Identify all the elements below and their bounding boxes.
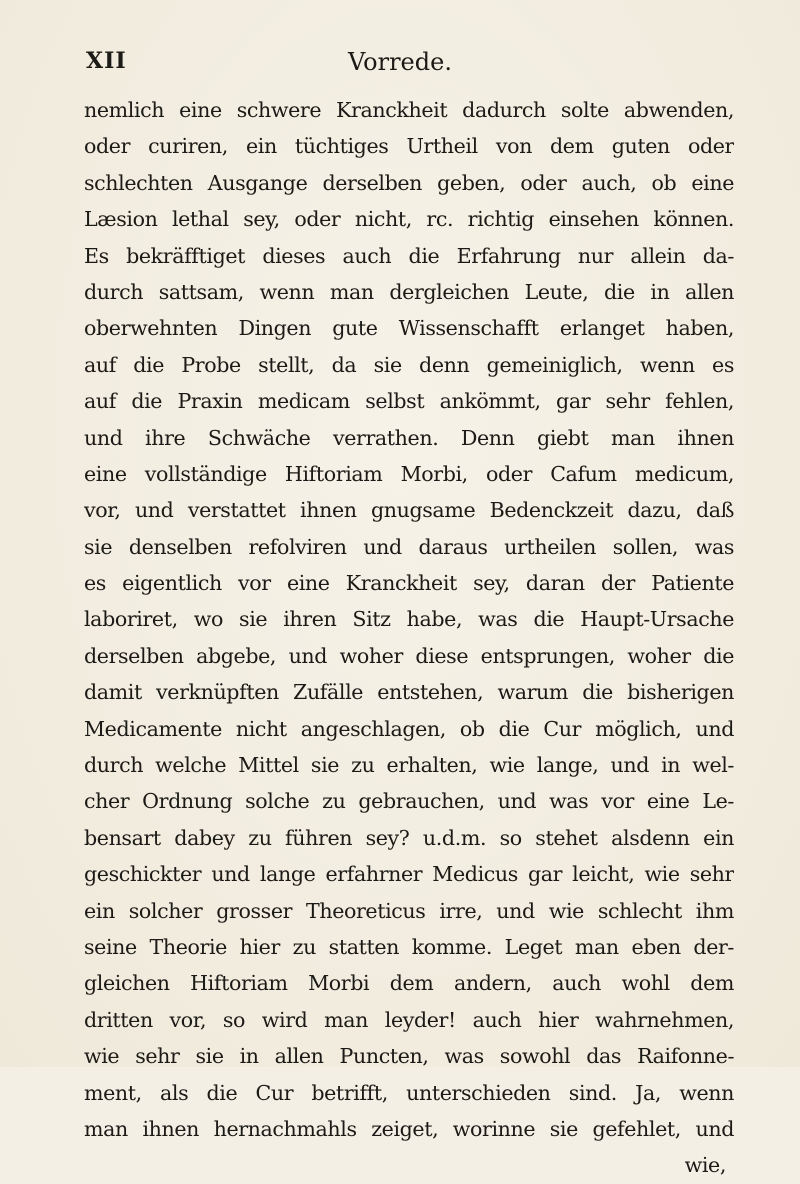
text-line: vor, und verstattet ihnen gnugsame Bedenckzeit dazu, daß — [84, 498, 734, 523]
text-line: ein solcher grosser Theoreticus irre, und wie schlecht ihm — [84, 898, 734, 923]
text-line: auf die Probe stellt, da sie denn gemeiniglich, wenn es — [84, 352, 734, 377]
text-line: laboriret, wo sie ihren Sitz habe, was die Haupt-Ursache — [84, 607, 734, 632]
text-line: sie denselben refolviren und daraus urtheilen sollen, was — [84, 534, 734, 559]
catchword: wie, — [684, 1153, 726, 1178]
text-line: und ihre Schwäche verrathen. Denn giebt man ihnen — [84, 425, 734, 450]
text-line: geschickter und lange erfahrner Medicus gar leicht, wie sehr — [84, 862, 734, 887]
text-line: derselben abgebe, und woher diese entsprungen, woher die — [84, 643, 734, 668]
text-line: Læsion lethal sey, oder nicht, rc. richtig einsehen können. — [84, 207, 734, 232]
text-line: Medicamente nicht angeschlagen, ob die Cur möglich, und — [84, 716, 734, 741]
text-line: dritten vor, so wird man leyder! auch hier wahrnehmen, — [84, 1007, 734, 1032]
text-line: auf die Praxin medicam selbst ankömmt, gar sehr fehlen, — [84, 389, 734, 414]
page-header — [86, 48, 714, 88]
text-line: es eigentlich vor eine Kranckheit sey, daran der Patiente — [84, 571, 734, 596]
page-number: XII — [86, 48, 127, 74]
text-line: oberwehnten Dingen gute Wissenschafft erlanget haben, — [84, 316, 734, 341]
text-line: schlechten Ausgange derselben geben, oder auch, ob eine — [84, 170, 734, 195]
text-line: seine Theorie hier zu statten komme. Leget man eben der- — [84, 934, 734, 959]
text-line: oder curiren, ein tüchtiges Urtheil von dem guten oder — [84, 134, 734, 159]
text-line: eine vollständige Hiftoriam Morbi, oder Cafum medicum, — [84, 461, 734, 486]
text-line: cher Ordnung solche zu gebrauchen, und was vor eine Le- — [84, 789, 734, 814]
body-text — [84, 92, 734, 1184]
text-line: nemlich eine schwere Kranckheit dadurch solte abwenden, — [84, 98, 734, 122]
text-line: ment, als die Cur betrifft, unterschieden sind. Ja, wenn — [84, 1080, 734, 1105]
text-line: Es bekräfftiget dieses auch die Erfahrung nur allein da- — [84, 243, 734, 268]
text-line: man ihnen hernachmahls zeiget, worinne sie gefehlet, und — [84, 1116, 734, 1141]
text-line: bensart dabey zu führen sey? u.d.m. so stehet alsdenn ein — [84, 825, 734, 850]
text-line: durch sattsam, wenn man dergleichen Leute, die in allen — [84, 279, 734, 304]
text-line: wie sehr sie in allen Puncten, was sowohl das Raifonne- — [84, 1044, 734, 1069]
running-head: Vorrede. — [348, 48, 452, 76]
text-line: damit verknüpften Zufälle entstehen, warum die bisherigen — [84, 680, 734, 705]
text-line: durch welche Mittel sie zu erhalten, wie lange, und in wel- — [84, 753, 734, 778]
text-line: gleichen Hiftoriam Morbi dem andern, auch wohl dem — [84, 971, 734, 996]
